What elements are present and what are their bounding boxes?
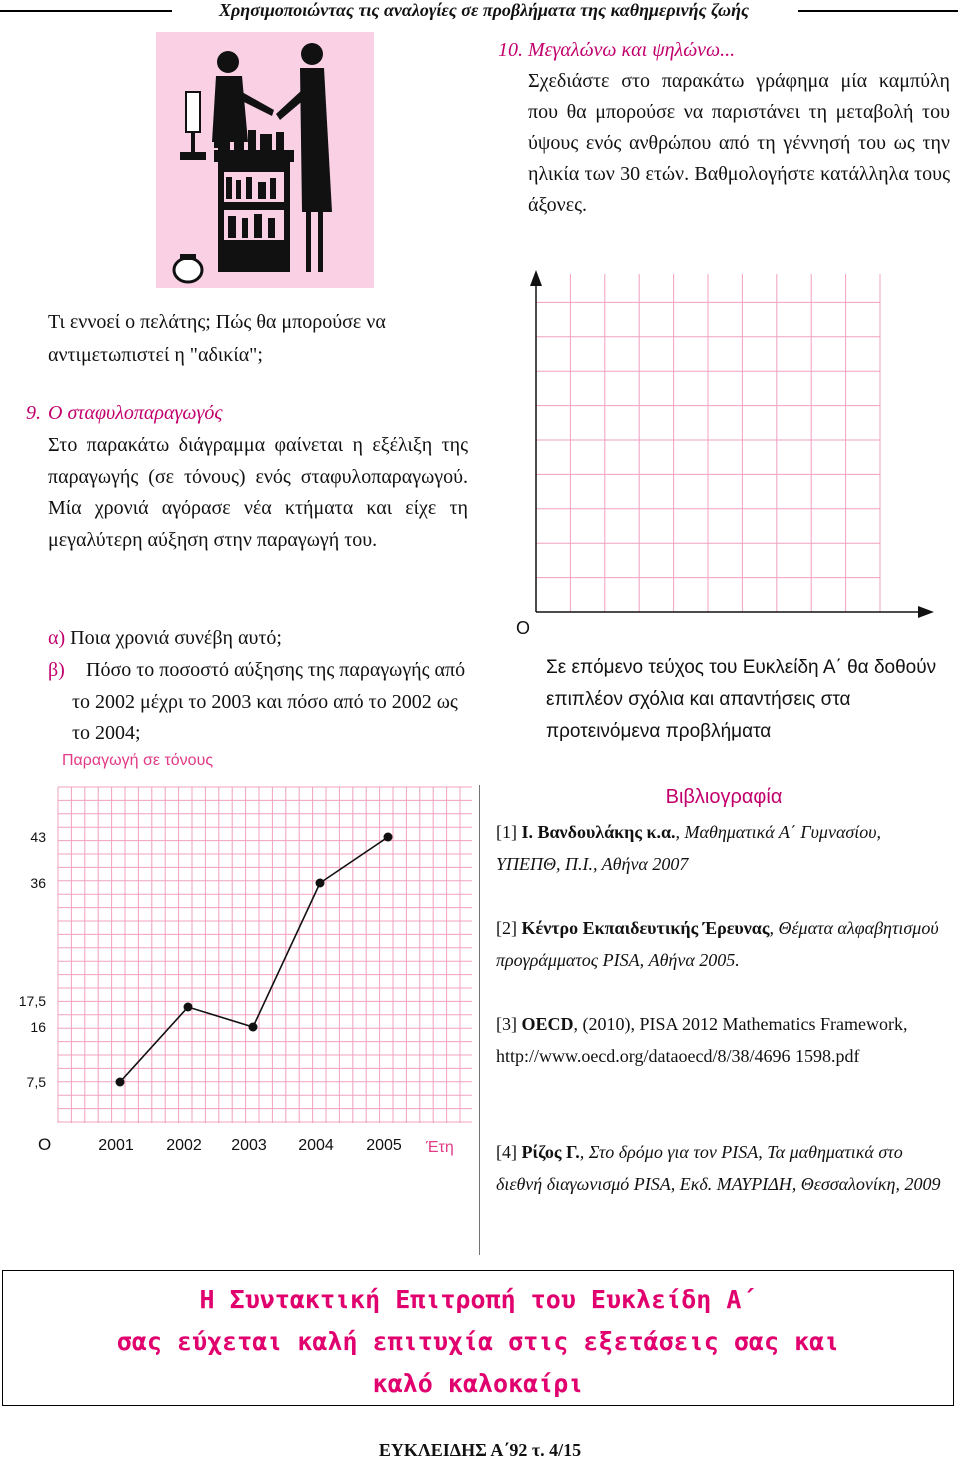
page-header-title: Χρησιμοποιώντας τις αναλογίες σε προβλήματα της καθημερινής ζωής (219, 0, 749, 20)
question-b-label: β) (48, 659, 65, 681)
bib-num: [3] (496, 1014, 517, 1034)
bib-authors: Ι. Βανδουλάκης κ.α. (521, 822, 676, 842)
customer-question: Τι εννοεί ο πελάτης; Πώς θα μπορούσε να αντιμετωπιστεί η "αδικία"; (48, 311, 386, 366)
data-point (116, 1078, 125, 1087)
y-tick-label: 36 (30, 875, 46, 891)
shop-scene-illustration (156, 32, 374, 288)
data-point (316, 879, 325, 888)
question-b-text: Πόσο το ποσοστό αύξησης της παραγωγής από το 2002 μέχρι το 2003 και πόσο από το 2002 ως το 2004; (72, 659, 466, 744)
x-axis-arrow-icon (918, 606, 934, 618)
y-tick-label: 7,5 (26, 1074, 46, 1090)
x-axis-label: Έτη (426, 1139, 454, 1156)
y-axis-label: Παραγωγή σε τόνους (62, 752, 214, 769)
chart-series (116, 833, 393, 1087)
header-rule-left (0, 10, 172, 12)
bib-authors: OECD (521, 1014, 574, 1034)
empty-grid (536, 274, 880, 612)
production-line (120, 837, 388, 1082)
problem9-title: Ο σταφυλοπαραγωγός (48, 402, 223, 424)
page-footer: ΕΥΚΛΕΙΔΗΣ Α΄92 τ. 4/15 (378, 1440, 582, 1460)
bib-rest: , (2010), PISA 2012 Mathematics Framework, http://www.oecd.org/dataoecd/8/38/4696 1598.pdf (496, 1014, 908, 1066)
height-graph-grid (480, 260, 960, 640)
problem9-question-a (48, 623, 468, 655)
x-tick-label: 2002 (166, 1137, 202, 1154)
question-a-text: Ποια χρονιά συνέβη αυτό; (70, 627, 282, 649)
footer-message-box (2, 1270, 954, 1406)
y-axis-arrow-icon (530, 270, 542, 286)
footer-line-2: σας εύχεται καλή επιτυχία στις εξετάσεις σας και (116, 1327, 840, 1356)
illustration-shopkeeper (156, 32, 374, 288)
header-rule-right (798, 10, 958, 12)
x-tick-label: 2003 (231, 1137, 267, 1154)
data-point (384, 833, 393, 842)
problem10-title: 10. Μεγαλώνω και ψηλώνω... (498, 39, 736, 61)
footer-line-1: Η Συντακτική Επιτροπή του Ευκλείδη Α΄ (199, 1285, 757, 1314)
problem10-text: Σχεδιάστε στο παρακάτω γράφημα μία καμπύλη που θα μπορούσε να παριστάνει τη μεταβολή του ύψους ενός ανθρώπου από τη γέννησή του ως την ηλικία των 30 ετών. Βαθμολογήστε κατάλληλα τους άξονες. (528, 70, 950, 216)
data-point (184, 1003, 193, 1012)
bibliography-item-2 (496, 912, 950, 976)
bib-num: [2] (496, 918, 517, 938)
bib-rest: , Στο δρόμο για τον PISA, Τα μαθηματικά στο διεθνή διαγωνισμό PISA, Εκδ. ΜΑΥΡΙΔΗ, Θεσσαλονίκη, 2009 (496, 1142, 941, 1194)
bibliography-item-4 (496, 1136, 950, 1200)
height-graph-origin: O (516, 618, 531, 638)
footer-line-3: καλό καλοκαίρι (372, 1369, 584, 1398)
bib-num: [1] (496, 822, 517, 842)
bibliography-heading: Βιβλιογραφία (665, 786, 783, 808)
bib-authors: Ρίζος Γ. (521, 1142, 580, 1162)
problem9-number: 9. (26, 402, 41, 424)
problem9-intro: Στο παρακάτω διάγραμμα φαίνεται η εξέλιξη της παραγωγής (σε τόνους) ενός σταφυλοπαραγωγού. Μία χρονιά αγόρασε νέα κτήματα και είχε τη μεγαλύτερη αύξηση στην παραγωγή του. (48, 434, 468, 551)
production-chart (0, 745, 480, 1260)
y-tick-label: 17,5 (18, 993, 46, 1009)
bibliography-item-3 (496, 1008, 950, 1072)
x-tick-label: 2005 (366, 1137, 402, 1154)
bibliography-item-1 (496, 816, 950, 880)
chart-origin-label: O (38, 1135, 52, 1154)
bib-num: [4] (496, 1142, 517, 1162)
bib-authors: Κέντρο Εκπαιδευτικής Έρευνας (521, 918, 770, 938)
chart-grid (58, 787, 472, 1123)
x-tick-label: 2001 (98, 1137, 134, 1154)
bib-rest: , Μαθηματικά Α΄ Γυμνασίου, ΥΠΕΠΘ, Π.Ι., Αθήνα 2007 (496, 822, 882, 874)
y-tick-label: 43 (30, 829, 46, 845)
x-tick-label: 2004 (298, 1137, 334, 1154)
bib-rest: , Θέματα αλφαβητισμού προγράμματος PISA, Αθήνα 2005. (496, 918, 939, 970)
data-point (249, 1023, 258, 1032)
next-issue-note: Σε επόμενο τεύχος του Ευκλείδη Α΄ θα δοθούν επιπλέον σχόλια και απαντήσεις στα προτεινόμενα προβλήματα (546, 657, 937, 742)
y-tick-label: 16 (30, 1019, 46, 1035)
question-a-label: α) (48, 627, 66, 649)
